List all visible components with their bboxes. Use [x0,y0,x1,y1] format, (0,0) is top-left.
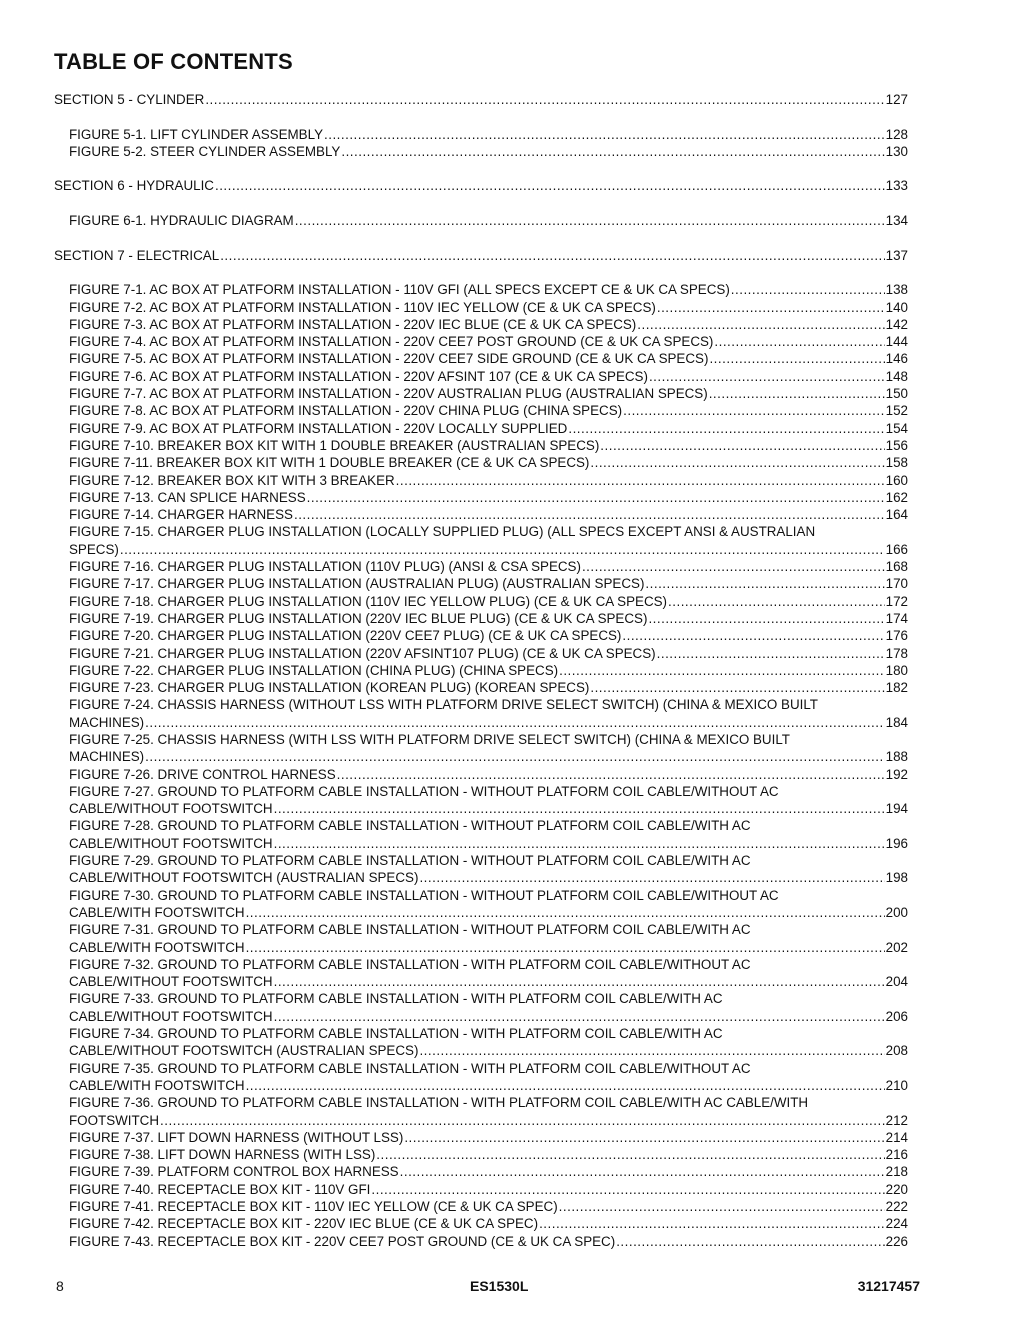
toc-section-entry[interactable] [54,247,908,264]
toc-figure-entry[interactable] [54,921,908,956]
toc-entry-title: FIGURE 7-42. RECEPTACLE BOX KIT - 220V IEC BLUE (CE & UK CA SPEC) [69,1216,539,1232]
toc-entry-title-continued: CABLE/WITHOUT FOOTSWITCH (AUSTRALIAN SPECS) [69,1043,419,1059]
toc-entry-title: FIGURE 7-18. CHARGER PLUG INSTALLATION (110V IEC YELLOW PLUG) (CE & UK CA SPECS) [69,593,668,609]
dot-leader [160,1112,885,1129]
dot-leader [246,904,885,921]
toc-figure-entry[interactable] [54,679,908,696]
toc-page-number: 218 [885,1164,908,1180]
toc-list [54,91,908,1250]
toc-entry-title: FIGURE 7-24. CHASSIS HARNESS (WITHOUT LSS WITH PLATFORM DRIVE SELECT SWITCH) (CHINA & MEXICO BUILT [69,697,818,713]
toc-page-number: 200 [885,904,908,920]
dot-leader [668,593,885,610]
toc-entry-title: FIGURE 7-39. PLATFORM CONTROL BOX HARNESS [69,1164,399,1180]
toc-figure-entry[interactable] [54,143,908,160]
toc-page-number: 174 [885,610,908,626]
dot-leader [582,558,885,575]
dot-leader [220,247,884,264]
toc-entry-title: FIGURE 7-30. GROUND TO PLATFORM CABLE INSTALLATION - WITHOUT PLATFORM COIL CABLE/WITHOUT AC [69,887,779,903]
toc-entry-title-continued: CABLE/WITHOUT FOOTSWITCH (AUSTRALIAN SPECS) [69,870,419,886]
toc-page-number: 127 [885,92,908,107]
toc-entry-title: FIGURE 7-1. AC BOX AT PLATFORM INSTALLATION - 110V GFI (ALL SPECS EXCEPT CE & UK CA SPECS) [69,282,730,298]
toc-entry-title-continued: CABLE/WITH FOOTSWITCH [69,939,245,955]
dot-leader [559,1198,885,1215]
toc-entry-title: FIGURE 7-6. AC BOX AT PLATFORM INSTALLATION - 220V AFSINT 107 (CE & UK CA SPECS) [69,368,648,384]
toc-page-number: 134 [885,213,908,229]
toc-entry-title-continued: CABLE/WITHOUT FOOTSWITCH [69,801,273,817]
toc-page-number: 158 [885,455,908,471]
toc-page-number: 212 [885,1112,908,1128]
toc-page-number: 156 [885,437,908,453]
toc-entry-title: FIGURE 7-15. CHARGER PLUG INSTALLATION (LOCALLY SUPPLIED PLUG) (ALL SPECS EXCEPT ANSI & AUSTRALIAN [69,524,816,540]
toc-entry-title: FIGURE 7-7. AC BOX AT PLATFORM INSTALLATION - 220V AUSTRALIAN PLUG (AUSTRALIAN SPECS) [69,386,708,402]
toc-entry-title: FIGURE 7-43. RECEPTACLE BOX KIT - 220V CEE7 POST GROUND (CE & UK CA SPEC) [69,1233,616,1249]
dot-leader [215,177,885,194]
dot-leader [274,973,885,990]
dot-leader [295,212,885,229]
toc-figure-entry[interactable] [54,1060,908,1095]
toc-page-number: 202 [885,939,908,955]
toc-figure-entry[interactable] [54,852,908,887]
dot-leader [657,645,885,662]
toc-entry-title: FIGURE 7-33. GROUND TO PLATFORM CABLE INSTALLATION - WITH PLATFORM COIL CABLE/WITH AC [69,991,723,1007]
toc-entry-title: FIGURE 7-41. RECEPTACLE BOX KIT - 110V IEC YELLOW (CE & UK CA SPEC) [69,1199,558,1214]
toc-page-number: 206 [885,1008,908,1024]
toc-section-entry[interactable] [54,177,908,194]
toc-figure-entry[interactable] [54,610,908,627]
toc-page-number: 137 [885,247,908,263]
dot-leader [371,1181,884,1198]
toc-entry-title: FIGURE 5-1. LIFT CYLINDER ASSEMBLY [69,126,323,142]
toc-figure-entry[interactable] [54,437,908,454]
toc-figure-entry[interactable] [54,662,908,679]
toc-figure-entry[interactable] [54,817,908,852]
toc-figure-entry[interactable] [54,558,908,575]
toc-entry-title: FIGURE 7-19. CHARGER PLUG INSTALLATION (220V IEC BLUE PLUG) (CE & UK CA SPECS) [69,610,648,626]
toc-figure-entry[interactable] [54,593,908,610]
toc-figure-entry[interactable] [54,212,908,229]
toc-page-number: 146 [885,351,908,367]
toc-figure-entry[interactable] [54,1146,908,1163]
toc-entry-title-continued: FOOTSWITCH [69,1112,160,1128]
toc-figure-entry[interactable] [54,731,908,766]
toc-figure-entry[interactable] [54,299,908,316]
toc-page-number: 166 [885,541,908,557]
toc-page-number: 188 [885,749,908,765]
toc-entry-title: FIGURE 7-36. GROUND TO PLATFORM CABLE INSTALLATION - WITH PLATFORM COIL CABLE/WITH AC CABLE/WITH [69,1095,809,1111]
dot-leader [205,91,884,108]
toc-entry-title: FIGURE 7-5. AC BOX AT PLATFORM INSTALLATION - 220V CEE7 SIDE GROUND (CE & UK CA SPECS) [69,351,709,367]
toc-entry-title: FIGURE 7-38. LIFT DOWN HARNESS (WITH LSS) [69,1147,376,1163]
toc-figure-entry[interactable] [54,696,908,731]
dot-leader [714,333,884,350]
toc-page-number: 128 [885,126,908,142]
dot-leader [145,748,885,765]
dot-leader [622,627,884,644]
toc-entry-title: FIGURE 6-1. HYDRAULIC DIAGRAM [69,213,294,229]
toc-figure-entry[interactable] [54,766,908,783]
toc-page-number: 130 [885,143,908,159]
toc-entry-title-continued: CABLE/WITHOUT FOOTSWITCH [69,835,273,851]
toc-page-number: 210 [885,1077,908,1093]
dot-leader [648,610,884,627]
toc-entry-title-continued: CABLE/WITHOUT FOOTSWITCH [69,974,273,990]
toc-page-number: 194 [885,801,908,817]
footer-page-number: 8 [56,1278,64,1294]
dot-leader [559,662,885,679]
toc-entry-title: FIGURE 7-20. CHARGER PLUG INSTALLATION (220V CEE7 PLUG) (CE & UK CA SPECS) [69,628,622,644]
toc-page-number: 168 [885,559,908,575]
toc-entry-title-continued: CABLE/WITH FOOTSWITCH [69,904,245,920]
toc-entry-title: SECTION 6 - HYDRAULIC [54,178,214,194]
toc-entry-title-continued: CABLE/WITHOUT FOOTSWITCH [69,1008,273,1024]
dot-leader [145,714,885,731]
toc-figure-entry[interactable] [54,956,908,991]
toc-entry-title: FIGURE 7-3. AC BOX AT PLATFORM INSTALLATION - 220V IEC BLUE (CE & UK CA SPECS) [69,316,637,332]
toc-figure-entry[interactable] [54,575,908,592]
toc-figure-entry[interactable] [54,523,908,558]
toc-entry-title-continued: CABLE/WITH FOOTSWITCH [69,1077,245,1093]
toc-entry-title: FIGURE 7-12. BREAKER BOX KIT WITH 3 BREAKER [69,472,395,488]
dot-leader [376,1146,884,1163]
toc-figure-entry[interactable] [54,126,908,143]
toc-entry-title: FIGURE 7-28. GROUND TO PLATFORM CABLE INSTALLATION - WITHOUT PLATFORM COIL CABLE/WITH AC [69,818,751,834]
dot-leader [637,316,884,333]
toc-entry-title: FIGURE 7-22. CHARGER PLUG INSTALLATION (CHINA PLUG) (CHINA SPECS) [69,662,559,678]
toc-entry-title: FIGURE 7-11. BREAKER BOX KIT WITH 1 DOUBLE BREAKER (CE & UK CA SPECS) [69,455,590,471]
footer-doc-number: 31217457 [857,1278,920,1294]
toc-figure-entry[interactable] [54,454,908,471]
dot-leader [274,800,885,817]
toc-figure-entry[interactable] [54,1198,908,1215]
toc-figure-entry[interactable] [54,316,908,333]
toc-figure-entry[interactable] [54,627,908,644]
toc-page-number: 152 [885,403,908,419]
toc-page-number: 226 [885,1233,908,1249]
toc-figure-entry[interactable] [54,1233,908,1250]
dot-leader [657,299,885,316]
dot-leader [307,489,885,506]
toc-figure-entry[interactable] [54,489,908,506]
toc-figure-entry[interactable] [54,402,908,419]
toc-entry-title: FIGURE 7-16. CHARGER PLUG INSTALLATION (110V PLUG) (ANSI & CSA SPECS) [69,559,581,575]
toc-page-number: 176 [885,628,908,644]
toc-page-number: 178 [885,645,908,661]
dot-leader [709,350,884,367]
toc-figure-entry[interactable] [54,1215,908,1232]
toc-entry-title: FIGURE 7-14. CHARGER HARNESS [69,507,293,523]
toc-figure-entry[interactable] [54,1094,908,1129]
toc-entry-title: FIGURE 7-2. AC BOX AT PLATFORM INSTALLATION - 110V IEC YELLOW (CE & UK CA SPECS) [69,299,656,315]
dot-leader [274,1008,885,1025]
toc-page-number: 204 [885,974,908,990]
toc-entry-title: FIGURE 7-34. GROUND TO PLATFORM CABLE INSTALLATION - WITH PLATFORM COIL CABLE/WITH AC [69,1026,723,1042]
toc-page-number: 208 [885,1043,908,1059]
toc-figure-entry[interactable] [54,420,908,437]
toc-figure-entry[interactable] [54,1025,908,1060]
dot-leader [616,1233,884,1250]
toc-page-number: 216 [885,1147,908,1163]
toc-entry-title: FIGURE 7-32. GROUND TO PLATFORM CABLE INSTALLATION - WITH PLATFORM COIL CABLE/WITHOUT AC [69,956,751,972]
toc-figure-entry[interactable] [54,506,908,523]
toc-entry-title: FIGURE 7-13. CAN SPLICE HARNESS [69,489,306,505]
dot-leader [337,766,885,783]
toc-figure-entry[interactable] [54,281,908,298]
toc-entry-title: FIGURE 7-37. LIFT DOWN HARNESS (WITHOUT LSS) [69,1129,404,1145]
toc-entry-title: SECTION 5 - CYLINDER [54,92,205,107]
toc-figure-entry[interactable] [54,368,908,385]
toc-entry-title-continued: SPECS) [69,541,119,557]
toc-figure-entry[interactable] [54,783,908,818]
toc-page-number: 138 [885,282,908,298]
toc-page-number: 224 [885,1216,908,1232]
dot-leader [341,143,884,160]
toc-entry-title-continued: MACHINES) [69,714,145,730]
toc-page-number: 172 [885,593,908,609]
toc-page-number: 170 [885,576,908,592]
toc-figure-entry[interactable] [54,385,908,402]
dot-leader [709,385,885,402]
dot-leader [294,506,885,523]
toc-page-number: 222 [885,1199,908,1214]
dot-leader [623,402,885,419]
toc-figure-entry[interactable] [54,887,908,922]
toc-figure-entry[interactable] [54,1129,908,1146]
toc-page-number: 144 [885,334,908,350]
dot-leader [396,472,885,489]
toc-page-number: 162 [885,489,908,505]
toc-page-number: 164 [885,507,908,523]
dot-leader [600,437,884,454]
toc-section-entry[interactable] [54,91,908,108]
dot-leader [568,420,884,437]
toc-entry-title: FIGURE 7-31. GROUND TO PLATFORM CABLE INSTALLATION - WITHOUT PLATFORM COIL CABLE/WITH AC [69,922,751,938]
toc-page-number: 198 [885,870,908,886]
toc-page-number: 160 [885,472,908,488]
dot-leader [324,126,885,143]
toc-page-number: 133 [885,178,908,194]
toc-page-number: 196 [885,835,908,851]
toc-entry-title: FIGURE 5-2. STEER CYLINDER ASSEMBLY [69,143,341,159]
toc-entry-title: FIGURE 7-17. CHARGER PLUG INSTALLATION (AUSTRALIAN PLUG) (AUSTRALIAN SPECS) [69,576,645,592]
toc-entry-title-continued: MACHINES) [69,749,145,765]
toc-entry-title: FIGURE 7-40. RECEPTACLE BOX KIT - 110V GFI [69,1181,371,1197]
dot-leader [419,1042,884,1059]
toc-entry-title: FIGURE 7-25. CHASSIS HARNESS (WITH LSS WITH PLATFORM DRIVE SELECT SWITCH) (CHINA & MEXICO BUILT [69,731,790,747]
toc-page-number: 192 [885,766,908,782]
toc-page-number: 182 [885,680,908,696]
dot-leader [120,541,885,558]
toc-entry-title: SECTION 7 - ELECTRICAL [54,247,220,263]
toc-page-number: 148 [885,368,908,384]
dot-leader [404,1129,884,1146]
toc-figure-entry[interactable] [54,1181,908,1198]
dot-leader [419,869,884,886]
toc-page-number: 140 [885,299,908,315]
toc-page-number: 184 [885,714,908,730]
toc-page-number: 214 [885,1129,908,1145]
toc-figure-entry[interactable] [54,1163,908,1180]
dot-leader [400,1163,885,1180]
toc-figure-entry[interactable] [54,350,908,367]
toc-entry-title: FIGURE 7-35. GROUND TO PLATFORM CABLE INSTALLATION - WITH PLATFORM COIL CABLE/WITHOUT AC [69,1060,751,1076]
dot-leader [649,368,885,385]
toc-entry-title: FIGURE 7-8. AC BOX AT PLATFORM INSTALLATION - 220V CHINA PLUG (CHINA SPECS) [69,403,623,419]
toc-page-number: 220 [885,1181,908,1197]
toc-entry-title: FIGURE 7-21. CHARGER PLUG INSTALLATION (220V AFSINT107 PLUG) (CE & UK CA SPECS) [69,645,656,661]
toc-entry-title: FIGURE 7-10. BREAKER BOX KIT WITH 1 DOUBLE BREAKER (AUSTRALIAN SPECS) [69,437,600,453]
dot-leader [539,1215,885,1232]
dot-leader [274,835,885,852]
toc-page-number: 142 [885,316,908,332]
page-title: TABLE OF CONTENTS [54,49,293,74]
toc-figure-entry[interactable] [54,990,908,1025]
toc-page-number: 180 [885,662,908,678]
dot-leader [731,281,885,298]
toc-entry-title: FIGURE 7-9. AC BOX AT PLATFORM INSTALLATION - 220V LOCALLY SUPPLIED [69,420,568,436]
toc-figure-entry[interactable] [54,472,908,489]
toc-entry-title: FIGURE 7-26. DRIVE CONTROL HARNESS [69,766,336,782]
footer-model: ES1530L [470,1278,529,1294]
toc-page-number: 150 [885,386,908,402]
dot-leader [246,1077,885,1094]
toc-figure-entry[interactable] [54,333,908,350]
toc-entry-title: FIGURE 7-23. CHARGER PLUG INSTALLATION (KOREAN PLUG) (KOREAN SPECS) [69,680,590,696]
toc-figure-entry[interactable] [54,645,908,662]
dot-leader [590,454,884,471]
toc-entry-title: FIGURE 7-4. AC BOX AT PLATFORM INSTALLATION - 220V CEE7 POST GROUND (CE & UK CA SPECS) [69,334,714,350]
dot-leader [645,575,884,592]
dot-leader [590,679,884,696]
toc-entry-title: FIGURE 7-27. GROUND TO PLATFORM CABLE INSTALLATION - WITHOUT PLATFORM COIL CABLE/WITHOUT AC [69,783,779,799]
dot-leader [246,939,885,956]
toc-entry-title: FIGURE 7-29. GROUND TO PLATFORM CABLE INSTALLATION - WITHOUT PLATFORM COIL CABLE/WITH AC [69,853,751,869]
toc-page-number: 154 [885,420,908,436]
